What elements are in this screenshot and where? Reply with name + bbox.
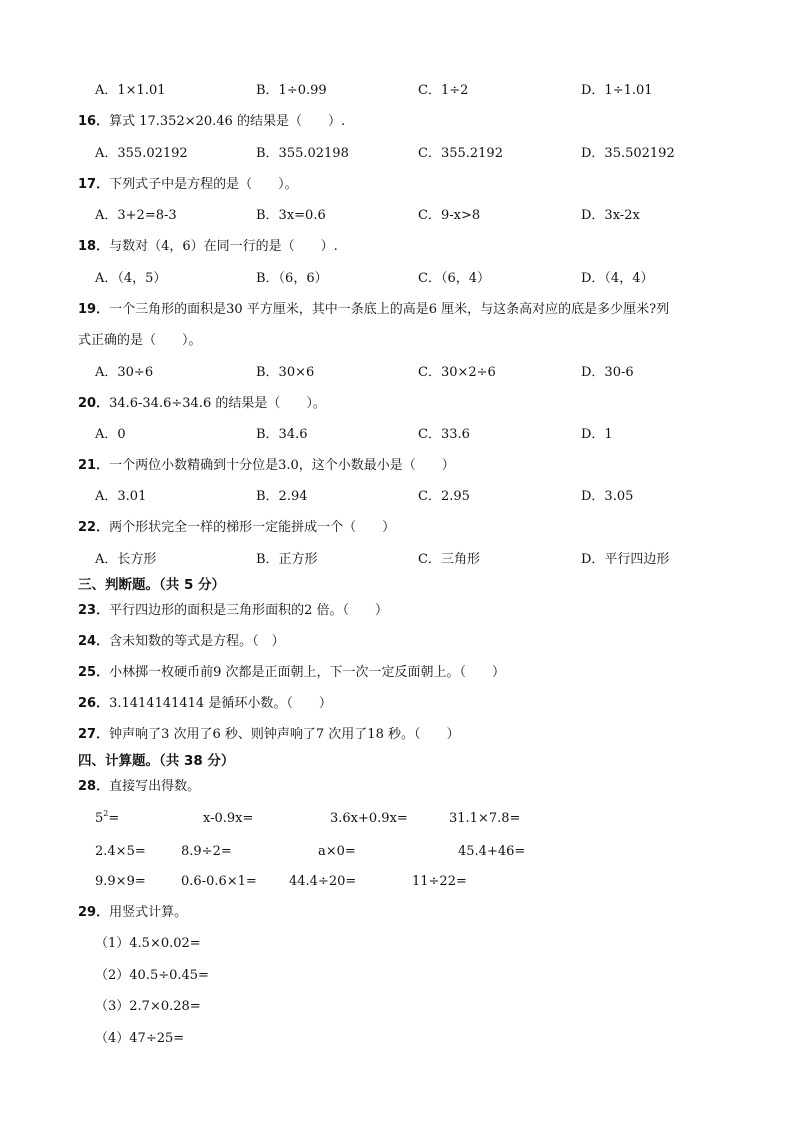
question-20 [78,395,326,413]
calc-item: 11÷22= [412,874,467,889]
q21-option-d: D．3.05 [581,489,634,504]
q15-option-a: A．1×1.01 [95,83,166,98]
question-19-line2: 式正确的是（ ）。 [78,333,202,348]
question-17 [78,176,298,194]
question-28 [78,778,200,796]
question-text: 直接写出得数。 [109,779,201,794]
question-number: 24． [78,634,110,649]
question-text: 下列式子中是方程的是（ ）。 [109,177,298,192]
calc-item: 45.4+46= [458,844,526,859]
question-text: 平行四边形的面积是三角形面积的2 倍。（ ） [109,603,388,618]
q15-option-b: B．1÷0.99 [256,83,327,98]
calc-item: 44.4÷20= [289,874,357,889]
q20-option-d: D．1 [581,427,613,442]
q15-option-d: D．1÷1.01 [581,83,653,98]
question-text: 钟声响了3 次用了6 秒、则钟声响了7 次用了18 秒。（ ） [109,727,460,742]
question-text: 用竖式计算。 [109,905,188,920]
question-number: 25． [78,665,110,680]
calc-item: 31.1×7.8= [449,811,521,826]
q22-option-c: C．三角形 [418,552,480,567]
q20-option-b: B．34.6 [256,427,308,442]
question-text: 小林掷一枚硬币前9 次都是正面朝上，下一次一定反面朝上。（ ） [109,665,505,680]
q16-option-d: D．35.502192 [581,146,675,161]
question-27 [78,726,459,744]
question-22 [78,519,395,537]
q17-option-d: D．3x-2x [581,208,640,223]
question-text: 34.6-34.6÷34.6 的结果是（ ）。 [109,396,326,411]
question-26 [78,695,332,713]
q17-option-b: B．3x=0.6 [256,208,326,223]
question-18 [78,238,338,256]
vertical-calc-item: （3）2.7×0.28= [95,999,201,1014]
calc-item: 2.4×5= [95,844,146,859]
question-text: 两个形状完全一样的梯形一定能拼成一个（ ） [109,520,396,535]
question-number: 22． [78,520,110,535]
q21-option-a: A．3.01 [95,489,147,504]
question-23 [78,602,388,620]
q17-option-c: C．9-x>8 [418,208,481,223]
calc-item: a×0= [318,844,356,859]
question-text: 3.1414141414 是循环小数。（ ） [109,696,332,711]
calc-item: x-0.9x= [203,811,254,826]
question-number: 23． [78,603,110,618]
power-exponent: 2 [103,809,109,818]
question-text: 与数对（4，6）在同一行的是（ ）. [109,239,338,254]
q19-option-a: A．30÷6 [95,365,154,380]
question-number: 26． [78,696,110,711]
question-19 [78,301,669,319]
question-number: 28． [78,779,110,794]
question-number: 19． [78,302,110,317]
q19-option-c: C．30×2÷6 [418,365,496,380]
power-base: 5 [95,811,104,826]
question-21 [78,457,455,475]
q19-option-b: B．30×6 [256,365,315,380]
question-24 [78,633,285,651]
vertical-calc-item: （4）47÷25= [95,1031,185,1046]
q18-option-b: B．（6，6） [256,271,328,286]
vertical-calc-item: （1）4.5×0.02= [95,936,201,951]
vertical-calc-item: （2）40.5÷0.45= [95,968,209,983]
q15-option-c: C．1÷2 [418,83,469,98]
q22-option-b: B．正方形 [256,552,318,567]
q16-option-a: A．355.02192 [95,146,188,161]
question-text: 含未知数的等式是方程。（ ） [109,634,285,649]
question-number: 17． [78,177,110,192]
q16-option-b: B．355.02198 [256,146,349,161]
q18-option-c: C．（6，4） [418,271,490,286]
q18-option-d: D．（4，4） [581,271,654,286]
q21-option-c: C．2.95 [418,489,470,504]
q20-option-c: C．33.6 [418,427,470,442]
question-number: 20． [78,396,110,411]
question-25 [78,664,505,682]
q21-option-b: B．2.94 [256,489,308,504]
question-text: 算式 17.352×20.46 的结果是（ ）. [109,114,346,129]
question-29 [78,904,187,922]
question-number: 27． [78,727,110,742]
question-number: 18． [78,239,110,254]
question-text: 一个两位小数精确到十分位是3.0，这个小数最小是（ ） [109,458,455,473]
question-text-line1: 一个三角形的面积是30 平方厘米，其中一条底上的高是6 厘米，与这条高对应的底是多少厘米?列 [109,302,670,317]
q16-option-c: C．355.2192 [418,146,503,161]
question-number: 16． [78,114,110,129]
q19-option-d: D．30-6 [581,365,634,380]
power-equals: = [108,811,120,826]
calc-power [95,810,119,828]
q17-option-a: A．3+2=8-3 [95,208,177,223]
question-number: 21． [78,458,110,473]
calc-item: 9.9×9= [95,874,146,889]
question-16 [78,113,345,131]
calc-item: 8.9÷2= [181,844,232,859]
q18-option-a: A．（4，5） [95,271,167,286]
calc-item: 3.6x+0.9x= [330,811,408,826]
section-heading-judgement: 三、判断题。（共 5 分） [78,577,226,593]
q20-option-a: A．0 [95,427,126,442]
q22-option-a: A．长方形 [95,552,157,567]
section-heading-calculation: 四、计算题。（共 38 分） [78,753,235,769]
q22-option-d: D．平行四边形 [581,552,670,567]
question-number: 29． [78,905,110,920]
calc-item: 0.6-0.6×1= [181,874,257,889]
